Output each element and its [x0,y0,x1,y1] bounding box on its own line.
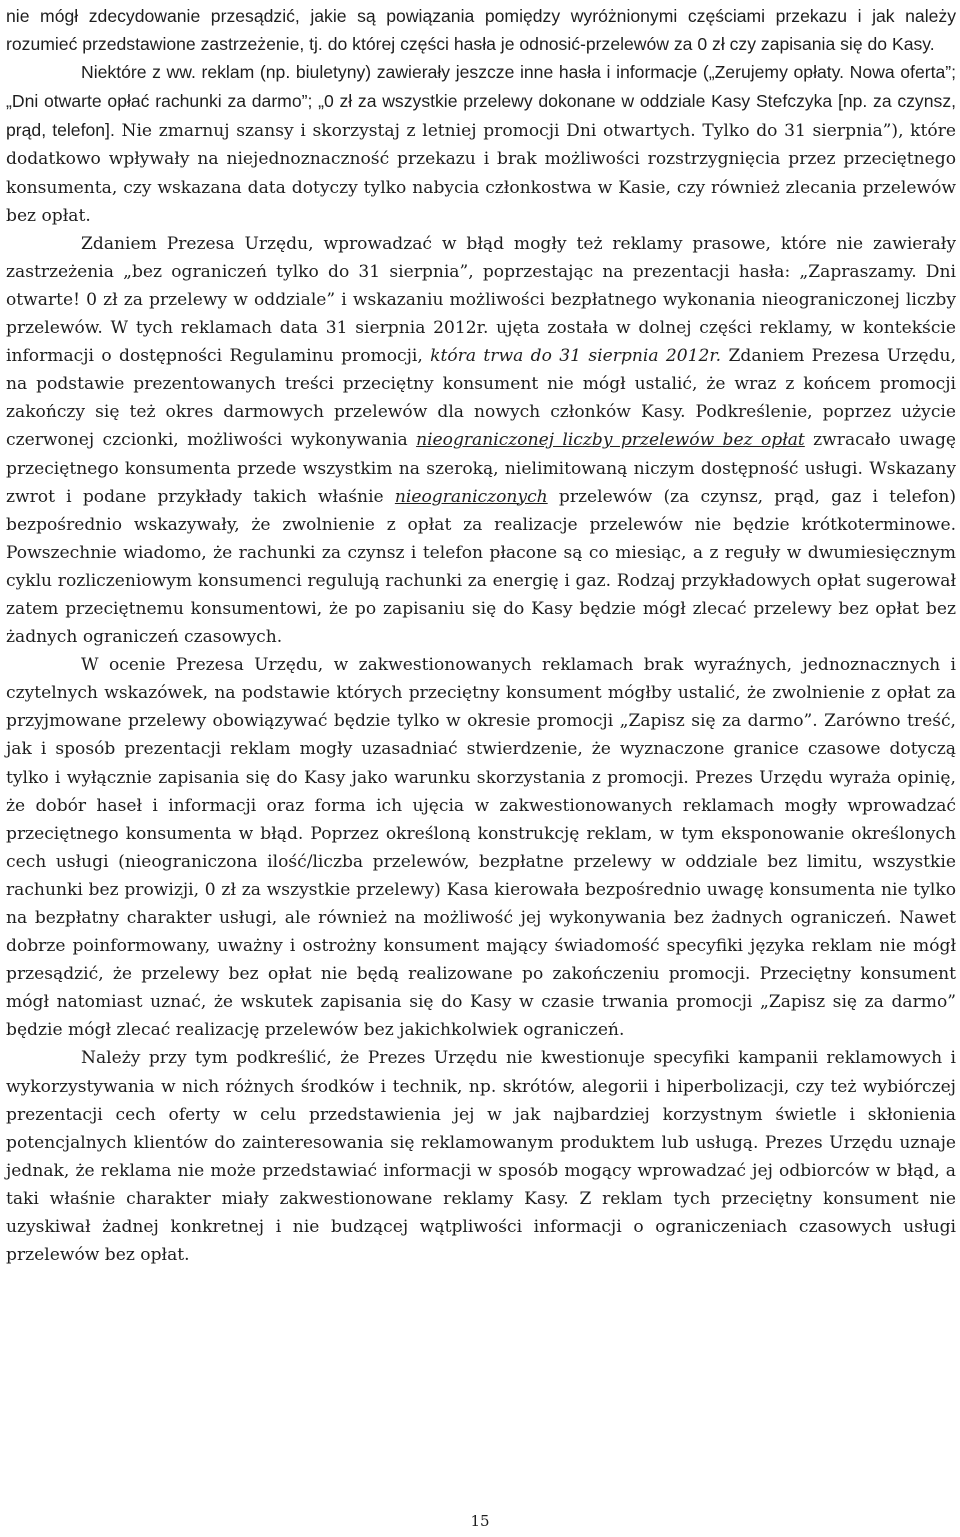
paragraph-3-text-b: Zdaniem Prezesa Urzędu, na podstawie prezentowanych treści przeciętny konsument nie mógł ustalić, że wraz z końcem promocji zakończy się też okres darmowych przelewów dla nowych członków Kasy. Podkreślenie, poprzez użycie czerwonej czcionki, możliwości wykonywania [6,346,957,451]
paragraph-3-underlined-word: nieograniczonych [394,486,548,507]
paragraph-2-text-b: Nowa oferta”; „Dni otwarte opłać rachunki za darmo”; „0 zł za wszystkie przelewy dokonane w oddziale Kasy Stefczyka [np. [6,62,957,112]
page-number: 15 [470,1512,490,1530]
paragraph-3-italic-date: która trwa do 31 sierpnia 2012r. [430,346,722,367]
document-body [6,2,956,1269]
paragraph-5-text: Należy przy tym podkreślić, że Prezes Urzędu nie kwestionuje specyfiki kampanii reklamowych i wykorzystywania w nich różnych środków i technik, np. skrótów, alegorii i hiperbolizacji, czy też wybiórczej prezentacji cech oferty w celu przedstawienia jej w jak najbardziej korzystnym świetle i skłonienia potencjalnych klientów do zainteresowania się reklamowanym produktem lub usługą. Prezes Urzędu uznaje jednak, że reklama nie może przedstawiać informacji w sposób mogący wprowadzać jej odbiorców w błąd, a taki właśnie charakter miały zakwestionowane reklamy Kasy. Z reklam tych przeciętny konsument nie uzyskiwał żadnej konkretnej i nie budzącej wątpliwości informacji o ograniczeniach czasowych usługi przelewów bez opłat. [6,1048,956,1266]
paragraph-2-text-d: Nie zmarnuj szansy i skorzystaj z letniej promocji Dni otwartych. Tylko do 31 sierpnia”), które dodatkowo wpływały na niejednoznaczność przekazu i brak możliwości rozstrzygnięcia przez przeciętnego konsumenta, czy wskazana data dotyczy tylko nabycia członkostwa w Kasie, czy również zlecania przelewów bez opłat. [6,121,956,226]
paragraph-1 [6,2,956,58]
paragraph-2 [6,58,956,230]
paragraph-2-text-a: Niektóre z ww. reklam (np. biuletyny) zawierały jeszcze inne hasła i informacje („Zerujemy opłaty. [81,62,845,83]
paragraph-3 [6,230,956,651]
paragraph-5 [6,1044,956,1269]
paragraph-3-underlined-phrase: nieograniczonej liczby przelewów bez opłat [416,430,805,451]
paragraph-4 [6,651,956,1044]
paragraph-3-text-a: Zdaniem Prezesa Urzędu, wprowadzać w błąd mogły też reklamy prasowe, które nie zawierały zastrzeżenia „bez ograniczeń tylko do 31 sierpnia”, poprzestając na prezentacji hasła: „Zapraszamy. Dni otwarte! 0 zł za przelewy w oddziale” i wskazaniu możliwości bezpłatnego wykonania nieograniczonej liczby przelewów. W tych reklamach data 31 sierpnia 2012r. ujęta została w dolnej części reklamy, w kontekście informacji o dostępności Regulaminu promocji, [6,233,956,367]
paragraph-2-text-c: za czynsz, prąd, telefon]. [6,91,956,141]
paragraph-1-text: nie mógł zdecydowanie przesądzić, jakie są powiązania pomiędzy wyróżnionymi częściami przekazu i jak należy rozumieć przedstawione zastrzeżenie, tj. do której części hasła je odnosić-przelewów za 0 zł czy zapisania się do Kasy. [6,6,956,55]
paragraph-4-text: W ocenie Prezesa Urzędu, w zakwestionowanych reklamach brak wyraźnych, jednoznacznych i czytelnych wskazówek, na podstawie których przeciętny konsument mógłby ustalić, że zwolnienie z opłat za przyjmowane przelewy obowiązywać będzie tylko w okresie promocji „Zapisz się za darmo”. Zarówno treść, jak i sposób prezentacji reklam mogły uzasadniać stwierdzenie, że wyznaczone granice czasowe dotyczą tylko i wyłącznie zapisania się do Kasy jako warunku skorzystania z promocji. Prezes Urzędu wyraża opinię, że dobór haseł i informacji oraz forma ich ujęcia w zakwestionowanych reklamach mogły wprowadzać przeciętnego konsumenta w błąd. Poprzez określoną konstrukcję reklam, w tym eksponowanie określonych cech usługi (nieograniczona ilość/liczba przelewów, bezpłatne przelewy w oddziale bez limitu, wszystkie rachunki bez prowizji, 0 zł za wszystkie przelewy) Kasa kierowała bezpośrednio uwagę konsumenta nie tylko na bezpłatny charakter usługi, ale również na możliwość jej wykonywania bez żadnych ograniczeń. Nawet dobrze poinformowany, uważny i ostrożny konsument mający świadomość specyfiki języka reklam nie mógł przesądzić, że przelewy bez opłat nie będą realizowane po zakończeniu promocji. Przeciętny konsument mógł natomiast uznać, że wskutek zapisania się do Kasy w czasie trwania promocji „Zapisz się za darmo” będzie mógł zlecać realizację przelewów bez jakichkolwiek ograniczeń. [6,655,956,1041]
paragraph-3-text-d: przelewów (za czynsz, prąd, gaz i telefon) bezpośrednio wskazywały, że zwolnienie z opłat za realizacje przelewów nie będzie krótkoterminowe. Powszechnie wiadomo, że rachunki za czynsz i telefon płacone są co miesiąc, a z reguły w dwumiesięcznym cyklu rozliczeniowym konsumenci regulują rachunki za energię i gaz. Rodzaj przykładowych opłat sugerował zatem przeciętnemu konsumentowi, że po zapisaniu się do Kasy będzie mógł zlecać przelewy bez opłat bez żadnych ograniczeń czasowych. [6,486,956,648]
paragraph-3-text-c: zwracało uwagę przeciętnego konsumenta przede wszystkim na szeroką, nielimitowaną niczym dostępność usługi. Wskazany zwrot i podane przykłady takich właśnie [6,430,956,507]
